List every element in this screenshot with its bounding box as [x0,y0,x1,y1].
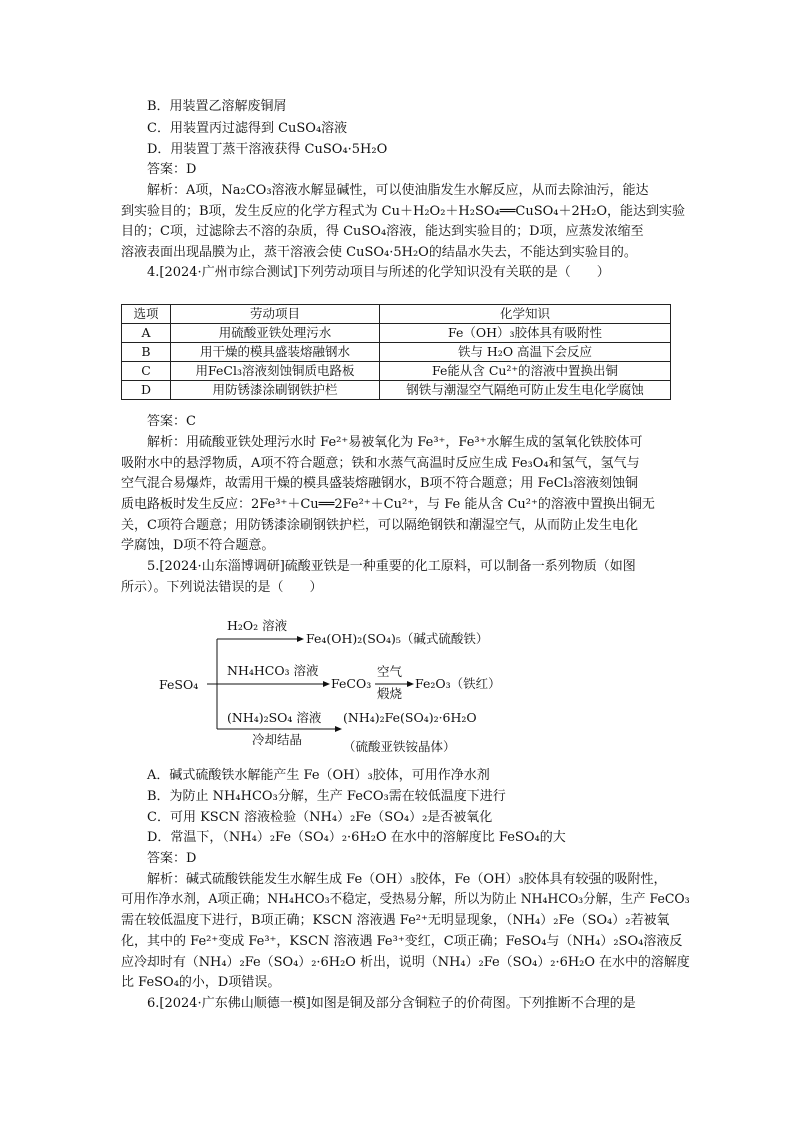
arrowhead-icon [335,726,342,732]
diagram-reagent-3: (NH₄)₂SO₄ 溶液 [227,710,322,725]
answer-line: 答案：C [147,414,196,429]
diagram-condition-top: 空气 [377,664,403,679]
answer-line: 答案：D [147,162,197,177]
arrowhead-icon [323,681,330,687]
table-header-cell: 劳动项目 [171,305,380,324]
diagram-intermediate: FeCO₃ [331,676,372,691]
table-cell: Fe（OH）₃胶体具有吸附性 [380,324,671,343]
explanation-line: 空气混合易爆炸，故需用干燥的模具盛装熔融钢水，B项不符合题意；用 FeCl₃溶液刻蚀铜 [121,476,639,491]
question-5-stem: 5.[2024·山东淄博调研]硫酸亚铁是一种重要的化工原料，可以制备一系列物质（如图 [147,559,636,574]
arrowhead-icon [297,636,304,642]
table-cell: 用防锈漆涂刷钢铁护栏 [171,381,380,400]
explanation-line: 解析：碱式硫酸铁能发生水解生成 Fe（OH）₃胶体，Fe（OH）₃胶体具有较强的吸附性， [147,872,667,887]
diagram-reagent-1: H₂O₂ 溶液 [227,618,288,633]
question-6-stem: 6.[2024·广东佛山顺德一模]如图是铜及部分含铜粒子的价荷图。下列推断不合理的是 [147,996,636,1011]
diagram-product-3-name: （硫酸亚铁铵晶体） [343,739,456,754]
explanation-line: 目的；C项，过滤除去不溶的杂质，得 CuSO₄溶液，能达到实验目的；D项，应蒸发浓缩至 [121,224,644,239]
option-b-line: B．为防止 NH₄HCO₃分解，生产 FeCO₃需在较低温度下进行 [147,789,506,804]
explanation-line: 比 FeSO₄的小，D项错误。 [121,975,281,990]
explanation-line: 需在较低温度下进行，B项正确；KSCN 溶液遇 Fe²⁺无明显现象，（NH₄）₂Fe（SO₄）₂若被氧 [121,913,670,928]
diagram-condition-3: 冷却结晶 [252,732,303,747]
diagram-product-3: (NH₄)₂Fe(SO₄)₂·6H₂O [343,710,477,725]
explanation-line: 解析：用硫酸亚铁处理污水时 Fe²⁺易被氧化为 Fe³⁺，Fe³⁺水解生成的氢氧化铁胶体可 [147,435,643,450]
explanation-line: 到实验目的；B项，发生反应的化学方程式为 Cu＋H₂O₂＋H₂SO₄══CuSO₄＋2H₂O，能达到实验 [121,204,685,219]
table-cell: A [122,324,171,343]
option-c-line: C．用装置丙过滤得到 CuSO₄溶液 [147,121,348,136]
explanation-line: 解析：A项，Na₂CO₃溶液水解显碱性，可以使油脂发生水解反应，从而去除油污，能达 [147,183,649,198]
table-header-cell: 化学知识 [380,305,671,324]
diagram-product-1: Fe₄(OH)₂(SO₄)₅（碱式硫酸铁） [306,631,489,646]
option-b-line: B．用装置乙溶解废铜屑 [147,99,287,114]
table-cell: 钢铁与潮湿空气隔绝可防止发生电化学腐蚀 [380,381,671,400]
table-cell: 用FeCl₃溶液刻蚀铜质电路板 [171,362,380,381]
table-cell: 用干燥的模具盛装熔融钢水 [171,343,380,362]
table-row [122,343,671,362]
question-5-stem: 所示）。下列说法错误的是（ ） [121,580,323,595]
table-cell: B [122,343,171,362]
table-row [122,324,671,343]
answer-line: 答案：D [147,851,197,866]
table-cell: 铁与 H₂O 高温下会反应 [380,343,671,362]
explanation-line: 吸附水中的悬浮物质，A项不符合题意；铁和水蒸气高温时反应生成 Fe₃O₄和氢气，氢气与 [121,456,640,471]
diagram-condition-bottom: 煅烧 [377,686,403,701]
explanation-line: 可用作净水剂，A项正确；NH₄HCO₃不稳定，受热易分解，所以为防止 NH₄HCO₃分解，生产 FeCO₃ [121,892,690,907]
table-cell: 用硫酸亚铁处理污水 [171,324,380,343]
explanation-line: 质电路板时发生反应：2Fe³⁺＋Cu══2Fe²⁺＋Cu²⁺，与 Fe 能从含 Cu²⁺的溶液中置换出铜无 [121,497,655,512]
diagram-product-2: Fe₂O₃（铁红） [415,676,501,691]
question-4-table [121,304,671,400]
table-header-cell: 选项 [122,305,171,324]
question-4-stem: 4.[2024·广州市综合测试]下列劳动项目与所述的化学知识没有关联的是（ ） [147,265,610,280]
table-cell: Fe能从含 Cu²⁺的溶液中置换出铜 [380,362,671,381]
table-row [122,381,671,400]
table-header-row [122,305,671,324]
explanation-line: 学腐蚀，D项不符合题意。 [121,538,275,553]
option-a-line: A．碱式硫酸铁水解能产生 Fe（OH）₃胶体，可用作净水剂 [147,768,490,783]
explanation-line: 化，其中的 Fe²⁺变成 Fe³⁺，KSCN 溶液遇 Fe³⁺变红，C项正确；FeSO₄与（NH₄）₂SO₄溶液反 [121,934,683,949]
table-cell: D [122,381,171,400]
arrowhead-icon [407,681,414,687]
option-d-line: D．用装置丁蒸干溶液获得 CuSO₄·5H₂O [147,142,388,157]
table-cell: C [122,362,171,381]
explanation-line: 关，C项符合题意；用防锈漆涂刷钢铁护栏，可以隔绝钢铁和潮湿空气，从而防止发生电化 [121,518,638,533]
explanation-line: 溶液表面出现晶膜为止，蒸干溶液会使 CuSO₄·5H₂O的结晶水失去，不能达到实验目的。 [121,245,637,260]
reaction-flow-diagram [157,612,537,757]
option-c-line: C．可用 KSCN 溶液检验（NH₄）₂Fe（SO₄）₂是否被氧化 [147,810,493,825]
explanation-line: 应冷却时有（NH₄）₂Fe（SO₄）₂·6H₂O 析出，说明（NH₄）₂Fe（SO₄）₂·6H₂O 在水中的溶解度 [121,955,690,970]
diagram-reagent-2: NH₄HCO₃ 溶液 [227,663,319,678]
table-row [122,362,671,381]
option-d-line: D．常温下，（NH₄）₂Fe（SO₄）₂·6H₂O 在水中的溶解度比 FeSO₄的大 [147,830,566,845]
diagram-start-label: FeSO₄ [159,677,199,692]
